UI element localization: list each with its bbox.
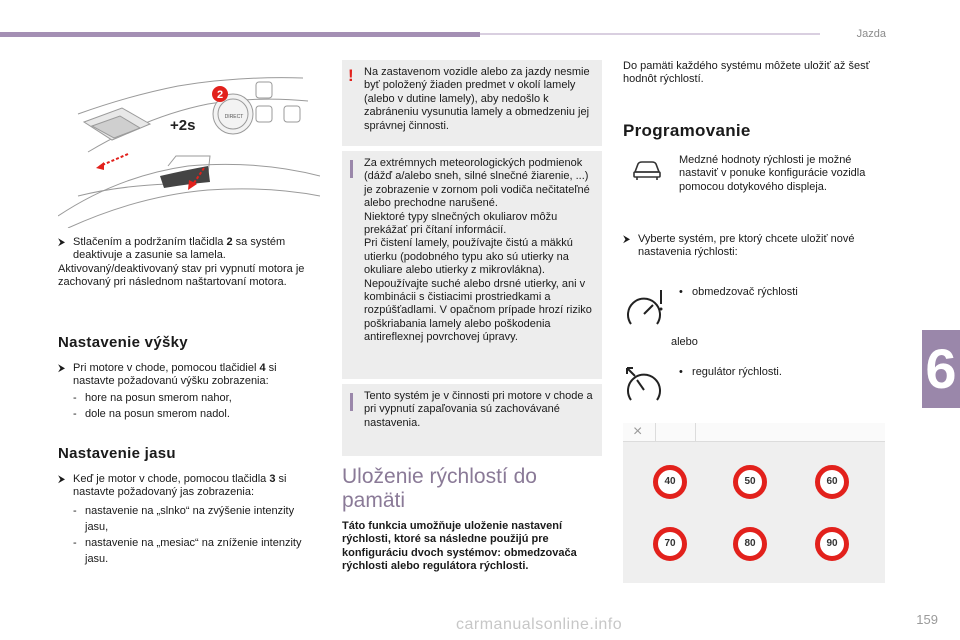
close-icon[interactable]: ×: [633, 423, 643, 440]
intro-bullet: ⮞ Stlačením a podržaním tlačidla 2 sa systém deaktivuje a zasunie sa lamela.: [58, 236, 286, 262]
intro-section: [58, 236, 318, 290]
warning-note: ! Na zastavenom vozidle alebo za jazdy nesmie byť položený žiaden predmet v okolí lamely (alebo v dutine lamely), aby nedošlo k zabráneniu vysunutia lamely a obmedzeniu jej správnej činnosti.: [342, 60, 602, 146]
limiter-option: • obmedzovač rýchlosti: [679, 286, 798, 298]
list-item: - nastavenie na „slnko“ na zvýšenie intenzity jasu,: [73, 504, 295, 533]
store-intro: Táto funkcia umožňuje uloženie nastavení rýchlosti, ktoré sa následne použijú pre konfiguráciu dvoch systémov: obmedzovača rýchlosti alebo regulátora rýchlosti.: [342, 520, 577, 573]
header-accent-bar: [0, 32, 480, 37]
height-section: ⮞ Pri motore v chode, pomocou tlačidiel 4 si nastavte požadovanú výšku zobrazenia: - hore na posun smerom nahor, - dole na posun smerom nadol.: [58, 362, 318, 422]
list-item: - dole na posun smerom nadol.: [73, 408, 230, 421]
intro-body: Aktivovaný/deaktivovaný stav pri vypnutí motora je zachovaný pri následnom naštartovaní motora.: [58, 262, 305, 289]
head-up-display-illustration: [58, 56, 320, 228]
select-system-bullet: ⮞ Vyberte systém, pre ktorý chcete uložiť nové nastavenia rýchlosti:: [623, 233, 855, 259]
speed-preset-button[interactable]: 50: [733, 465, 767, 499]
chapter-title: Jazda: [856, 28, 886, 40]
bullet-arrow-icon: ⮞: [58, 237, 66, 248]
info-icon: [350, 160, 353, 178]
cruise-control-icon: [623, 362, 667, 413]
watermark: carmanualsonline.info: [456, 616, 623, 633]
brightness-section: ⮞ Keď je motor v chode, pomocou tlačidla 3 si nastavte požadovaný jas zobrazenia: - nastavenie na „slnko“ na zvýšenie intenzity jasu, - nastavenie na „mesiac“ na zníženie intenzity jasu.: [58, 473, 318, 567]
programming-text: Medzné hodnoty rýchlosti je možné nastaviť v ponuke konfigurácie vozidla pomocou dotykového displeja.: [679, 154, 866, 193]
bullet-arrow-icon: ⮞: [58, 474, 66, 485]
screen-toolbar: [623, 423, 885, 442]
store-section-title: Uloženie rýchlostí do pamäti: [342, 465, 537, 512]
button-number-badge: 2: [216, 89, 224, 101]
bullet-arrow-icon: ⮞: [58, 363, 66, 374]
warning-icon: !: [348, 66, 354, 85]
info-icon: [350, 393, 353, 411]
bullet-arrow-icon: ⮞: [623, 234, 631, 245]
speed-preset-button[interactable]: 60: [815, 465, 849, 499]
or-label: alebo: [671, 336, 698, 348]
list-item: - hore na posun smerom nahor,: [73, 391, 232, 404]
programming-title: Programovanie: [623, 121, 751, 140]
hold-duration-label: +2s: [170, 117, 196, 134]
car-icon: [632, 158, 662, 187]
cruise-option: • regulátor rýchlosti.: [679, 366, 782, 378]
page-number: 159: [916, 612, 938, 627]
info-note: Za extrémnych meteorologických podmienok (dážď a/alebo sneh, silné slnečné žiarenie, ...) je zobrazenie v zornom poli vodiča nečitateľné alebo prechodne narušené. Niektoré typy slnečných okuliarov môžu prekážať pri čítaní informácií. Pri čistení lamely, používajte čistú a mäkkú utierku (podobného typu ako sú utierky na okuliare alebo utierky z mikrovlákna). Nepoužívajte suché alebo drsné utierky, ani v kombinácii s čistiacimi prostriedkami a rozpúšťadlami. V opačnom prípade hrozí riziko poškriabania lamely alebo poškodenia antireflexnej povrchovej úpravy.: [342, 151, 602, 379]
memory-text: Do pamäti každého systému môžete uložiť až šesť hodnôt rýchlostí.: [623, 60, 870, 86]
speed-memory-screen: [623, 423, 885, 583]
speed-preset-button[interactable]: 90: [815, 527, 849, 561]
height-section-title: Nastavenie výšky: [58, 334, 188, 351]
info-note: Tento systém je v činnosti pri motore v chode a pri vypnutí zapaľovania sú zachovávané nastavenia.: [342, 384, 602, 456]
speed-limiter-icon: [623, 286, 667, 337]
header-rule: [480, 33, 820, 35]
direct-chip-label: DIRECT: [224, 114, 244, 120]
speed-preset-button[interactable]: 70: [653, 527, 687, 561]
list-item: - nastavenie na „mesiac“ na zníženie intenzity jasu.: [73, 536, 302, 565]
chapter-tab: 6: [922, 330, 960, 408]
brightness-section-title: Nastavenie jasu: [58, 445, 176, 462]
speed-preset-button[interactable]: 80: [733, 527, 767, 561]
speed-preset-button[interactable]: 40: [653, 465, 687, 499]
